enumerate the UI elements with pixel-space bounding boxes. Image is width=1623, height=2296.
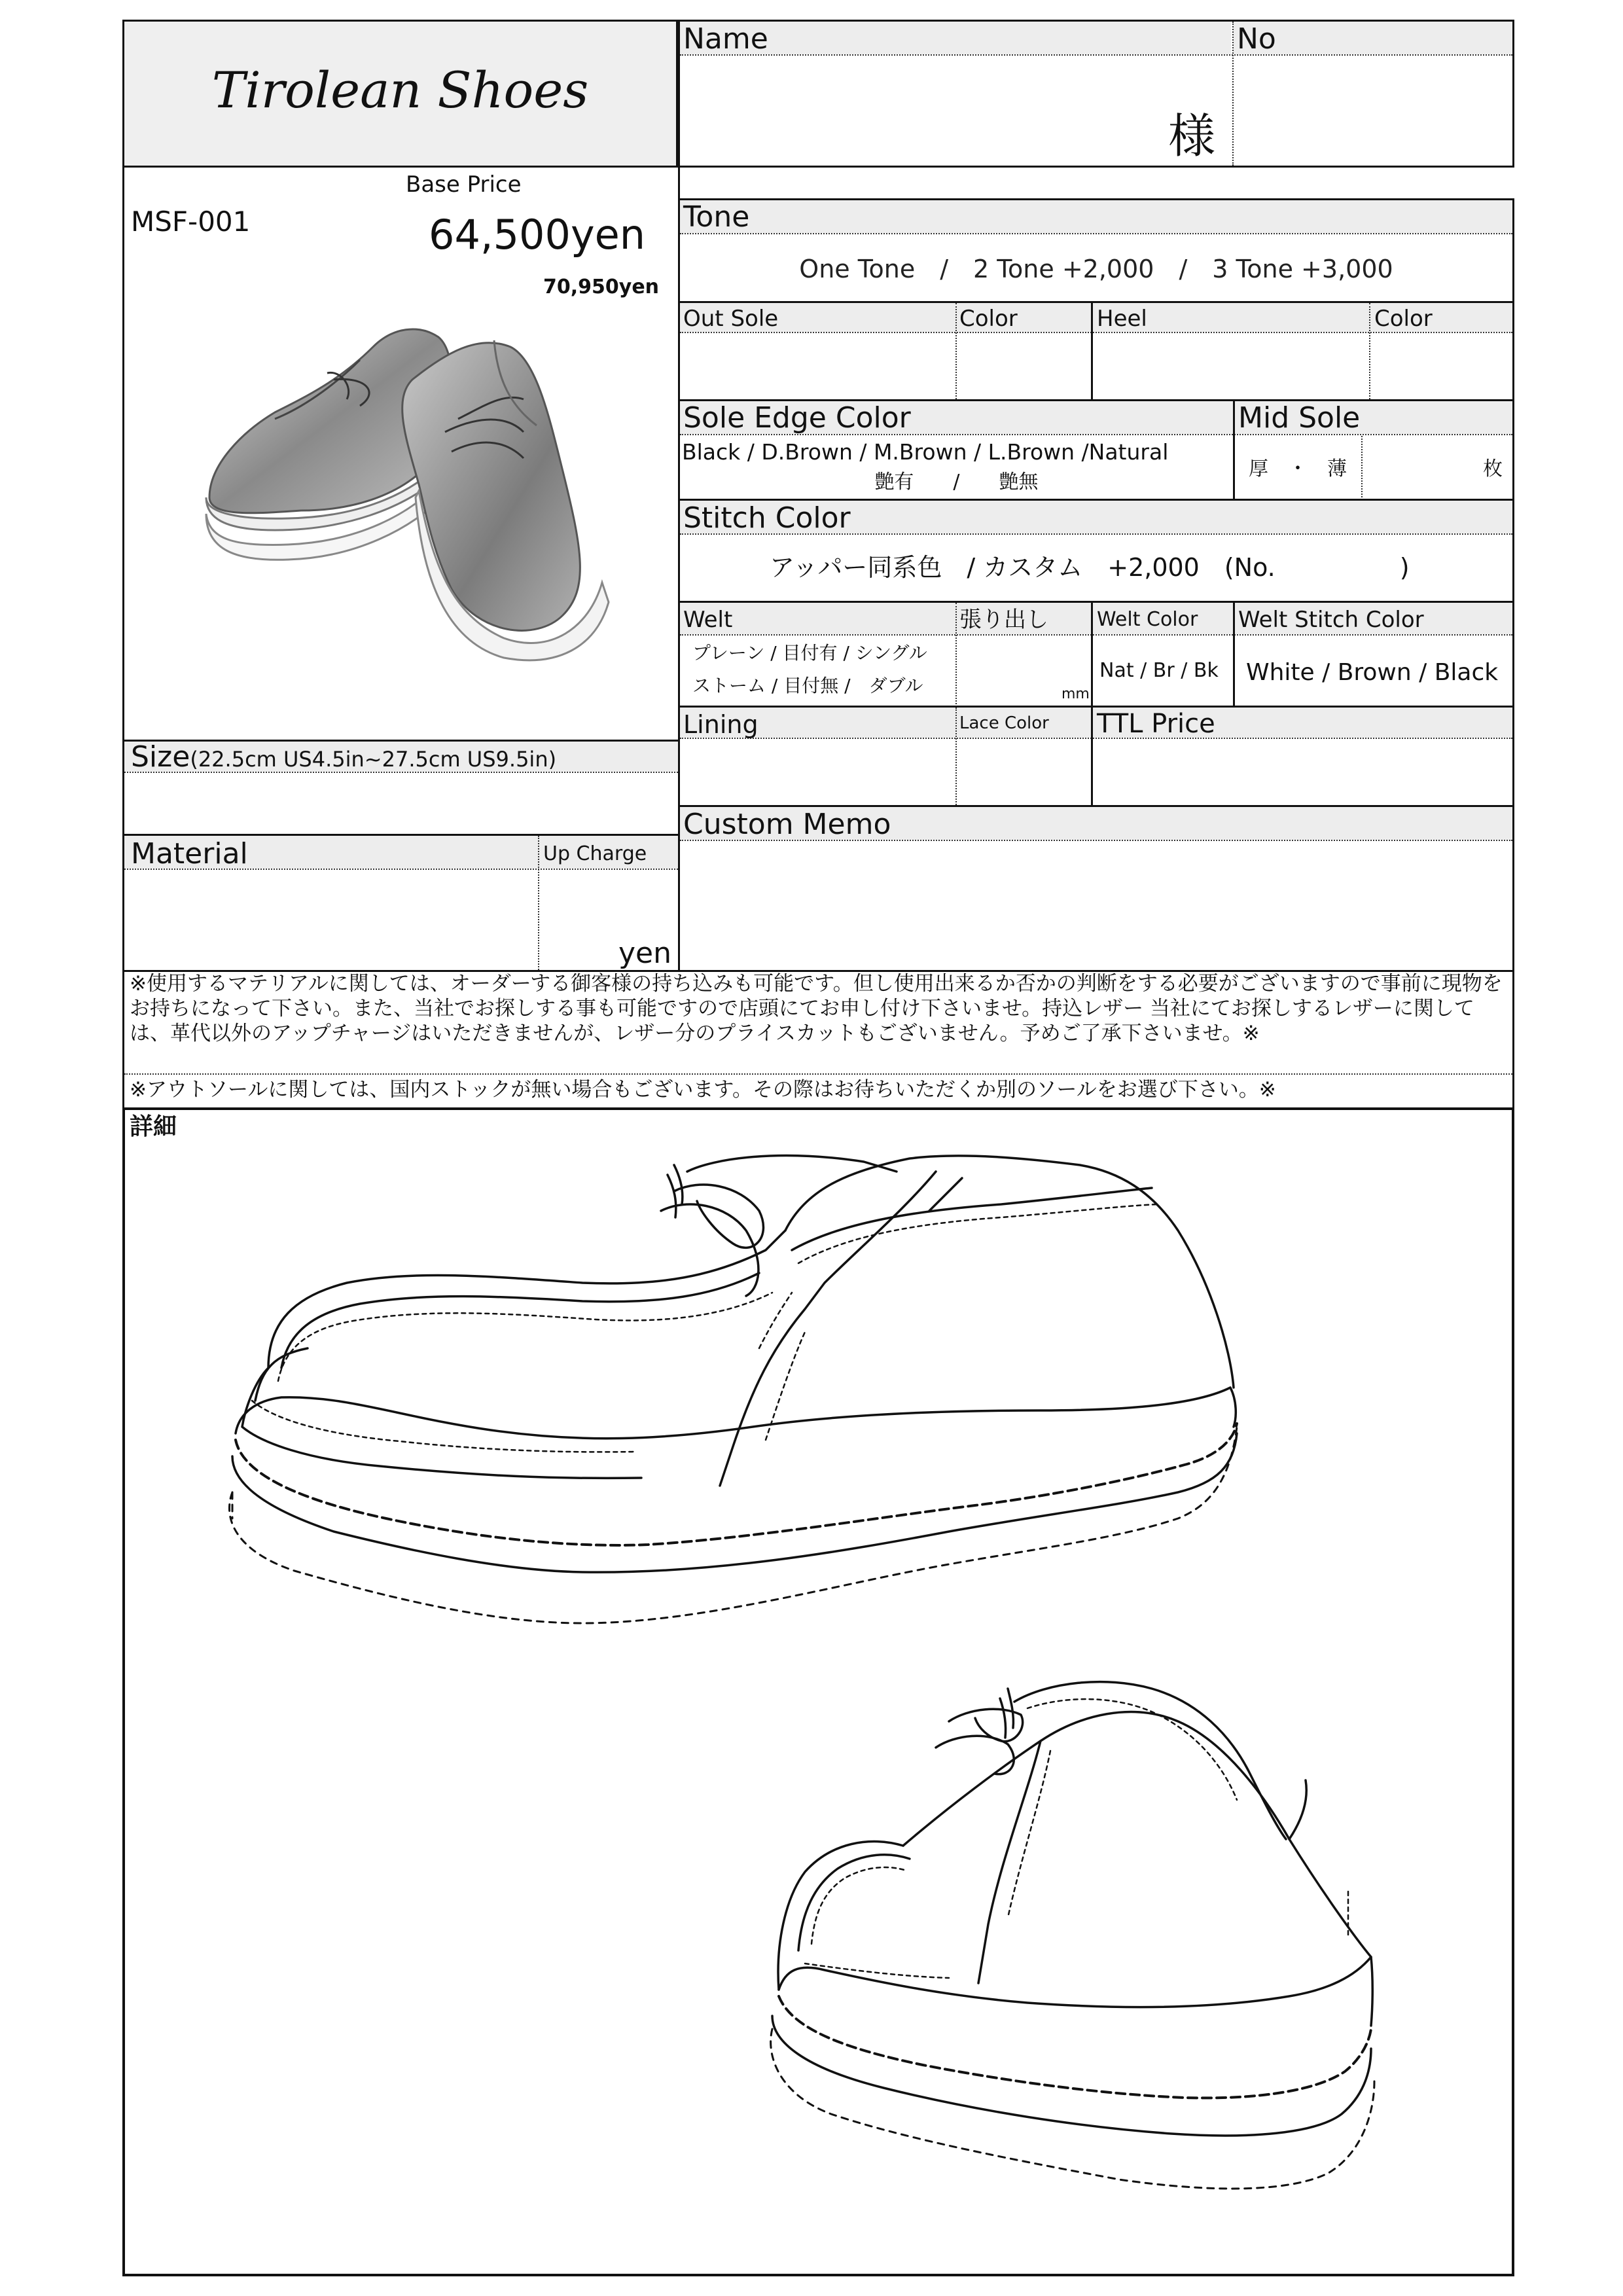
tone-label: Tone	[683, 200, 750, 234]
heel-color-field[interactable]	[1371, 334, 1512, 398]
name-label: Name	[683, 22, 768, 56]
name-field[interactable]	[680, 56, 1231, 165]
size-title: Size	[131, 740, 190, 774]
welt-label: Welt	[683, 607, 733, 633]
welt-color-options[interactable]: Nat / Br / Bk	[1099, 659, 1219, 682]
welt-stitch-color-options[interactable]: White / Brown / Black	[1246, 659, 1499, 686]
stitch-color-options[interactable]: アッパー同系色 / カスタム +2,000 (No. )	[770, 553, 1410, 582]
welt-options-2[interactable]: ストーム / 目付無 / ダブル	[692, 675, 923, 696]
custom-memo-field[interactable]	[680, 842, 1512, 970]
tone-options[interactable]: One Tone / 2 Tone +2,000 / 3 Tone +3,000	[799, 255, 1393, 283]
out-sole-field[interactable]	[680, 334, 954, 398]
lining-label: Lining	[683, 710, 758, 739]
size-field[interactable]	[124, 774, 678, 833]
price-with-tax: 70,950yen	[543, 276, 660, 298]
out-sole-color-label: Color	[959, 306, 1018, 332]
shoe-rear-view-drawing	[753, 1662, 1407, 2225]
size-label	[131, 740, 557, 774]
size-range: (22.5cm US4.5in~27.5cm US9.5in)	[190, 747, 557, 772]
outsole-note: ※アウトソールに関しては、国内ストックが無い場合もございます。その際はお待ちいただくか別のソールをお選び下さい。※	[130, 1078, 1276, 1102]
base-price: 64,500yen	[429, 211, 646, 259]
shoe-side-view-drawing	[216, 1152, 1315, 1649]
sole-edge-label: Sole Edge Color	[683, 401, 911, 435]
base-price-label: Base Price	[406, 171, 522, 198]
material-field[interactable]	[124, 870, 537, 969]
welt-protrude-label: 張り出し	[959, 607, 1048, 633]
out-sole-label: Out Sole	[683, 306, 779, 332]
up-charge-label: Up Charge	[543, 842, 647, 865]
mid-sole-count-unit: 枚	[1483, 457, 1503, 480]
document-title: Tirolean Shoes	[211, 61, 589, 119]
out-sole-color-field[interactable]	[957, 334, 1090, 398]
welt-mm-unit: mm	[1061, 686, 1090, 702]
welt-color-label: Welt Color	[1097, 608, 1198, 631]
stitch-color-label: Stitch Color	[683, 501, 851, 535]
no-field[interactable]	[1234, 56, 1512, 165]
material-note: ※使用するマテリアルに関しては、オーダーする御客様の持ち込みも可能です。但し使用出来るか否かの判断をする必要がございますので事前に現物をお持ちになって下さい。また、当社でお探しする事も可能ですので店頭にてお申し付け下さいませ。持込レザー 当社にてお探しするレザーに関しては、革代以外のアップチャージはいただきませんが、レザー分のプライスカットもございません。予めご了承下さいませ。※	[130, 972, 1503, 1045]
heel-label: Heel	[1097, 306, 1147, 332]
mid-sole-label: Mid Sole	[1238, 401, 1361, 435]
ttl-price-field[interactable]	[1093, 740, 1512, 804]
welt-options-1[interactable]: プレーン / 目付有 / シングル	[692, 642, 927, 664]
product-code: MSF-001	[131, 206, 251, 238]
lace-color-label: Lace Color	[959, 713, 1049, 733]
lace-color-field[interactable]	[957, 740, 1090, 804]
material-label: Material	[131, 837, 248, 870]
mid-sole-thickness[interactable]: 厚 ・ 薄	[1249, 457, 1347, 480]
product-photo	[196, 301, 654, 668]
sole-edge-options[interactable]: Black / D.Brown / M.Brown / L.Brown /Natural	[682, 439, 1169, 465]
heel-field[interactable]	[1093, 334, 1368, 398]
ttl-price-label: TTL Price	[1097, 709, 1215, 739]
detail-label: 詳細	[130, 1113, 177, 1140]
welt-stitch-color-label: Welt Stitch Color	[1238, 607, 1424, 633]
heel-color-label: Color	[1374, 306, 1433, 332]
custom-memo-label: Custom Memo	[683, 808, 891, 841]
yen-label: yen	[618, 937, 671, 970]
sole-edge-finish[interactable]: 艶有 / 艶無	[874, 471, 1039, 493]
lining-field[interactable]	[680, 740, 954, 804]
no-label: No	[1237, 22, 1276, 56]
honorific-sama: 様	[1168, 109, 1216, 164]
